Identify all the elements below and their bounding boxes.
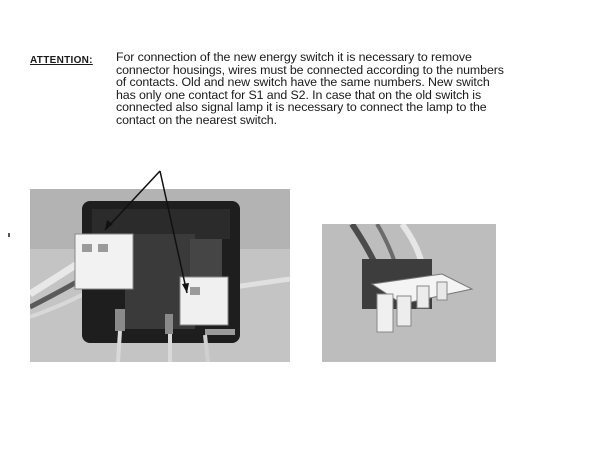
attention-text — [116, 51, 586, 126]
attention-line: connector housings, wires must be connected according to the numbers — [116, 62, 504, 77]
attention-label: ATTENTION: — [30, 55, 93, 66]
attention-line: connected also signal lamp it is necessary to connect the lamp to the — [116, 100, 487, 114]
attention-line: has only one contact for S1 and S2. In case that on the old switch is — [116, 87, 482, 102]
pointer-arrows — [95, 168, 215, 308]
connector-housing-detail-photo — [322, 224, 496, 362]
attention-line: For connection of the new energy switch it is necessary to remove — [116, 50, 472, 64]
scan-artifact — [8, 233, 10, 237]
attention-line: of contacts. Old and new switch have the same numbers. New switch — [116, 75, 490, 89]
attention-line: contact on the nearest switch. — [116, 112, 277, 127]
